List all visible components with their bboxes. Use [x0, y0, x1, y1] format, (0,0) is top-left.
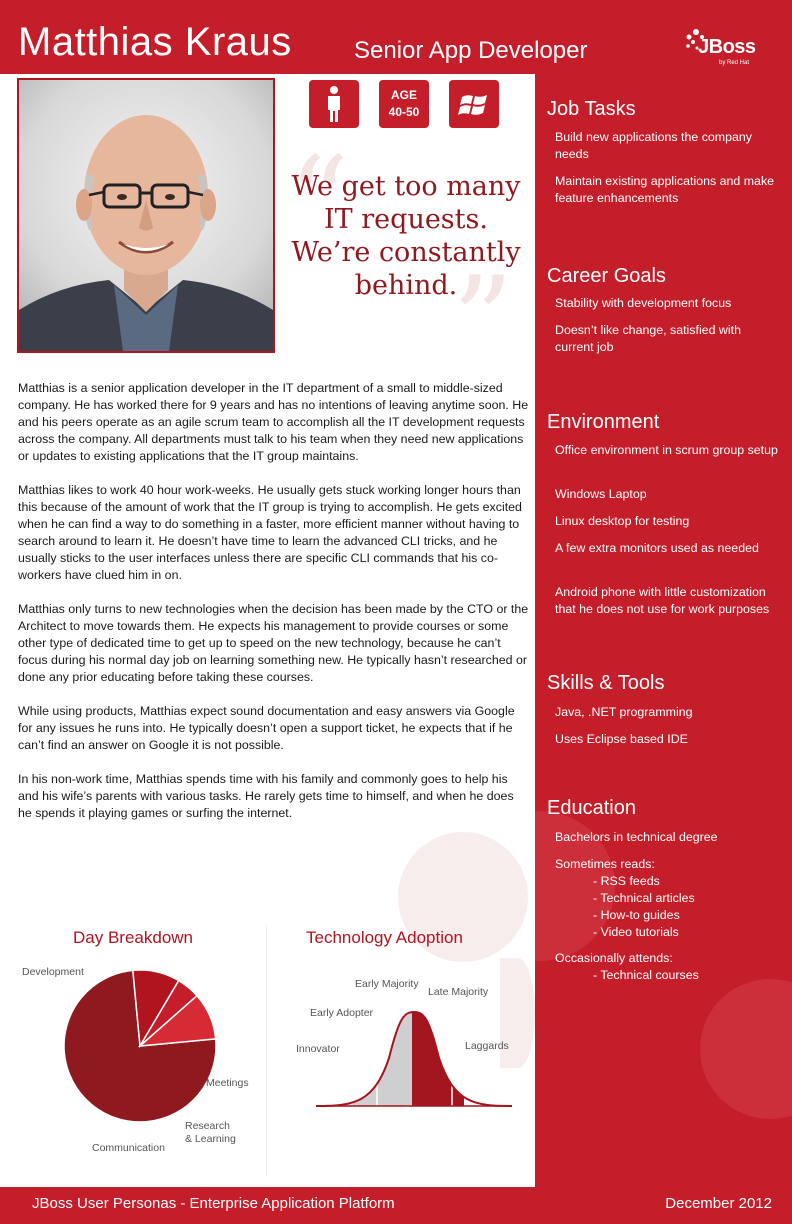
sidebar-decoration — [535, 74, 792, 1187]
adoption-label-innovator: Innovator — [296, 1043, 340, 1055]
adoption-label-laggards: Laggards — [465, 1040, 509, 1052]
education-attends-label: Occasionally attends: — [555, 951, 673, 965]
pie-label-communication: Communication — [92, 1142, 165, 1154]
gender-tile — [309, 80, 359, 128]
chart-divider — [266, 926, 267, 1176]
logo-subtext: by Red Hat — [719, 60, 750, 66]
environment-item: A few extra monitors used as needed — [555, 541, 759, 555]
quote-line: We get too many — [291, 171, 521, 202]
page-header — [0, 0, 792, 74]
persona-photo — [17, 78, 275, 353]
bio-paragraph: While using products, Matthias expect sound documentation and easy answers via Google for any issues he runs into. He typically doesn’t open a support ticket, he expects that if he can’t find an answer on Google it is not possible. — [18, 704, 515, 752]
tech-adoption-title: Technology Adoption — [306, 928, 463, 947]
reading-item: - How-to guides — [593, 908, 680, 922]
jboss-logo — [684, 28, 774, 70]
quote-line: IT requests. — [324, 204, 488, 235]
career-goal-item: Doesn’t like change, satisfied with current job — [555, 323, 741, 354]
age-value: 40-50 — [388, 105, 420, 119]
career-goals-title: Career Goals — [547, 265, 666, 287]
pie-label-research — [185, 1120, 236, 1146]
job-tasks-title: Job Tasks — [547, 98, 636, 120]
career-goal-item: Stability with development focus — [555, 296, 732, 310]
bio-paragraph: Matthias only turns to new technologies when the decision has been made by the CTO or the Architect to move towards them. He expects his management to provide courses or some other type of dedicated time to get up to speed on the new technology, because he can’t focus during his normal day job on learning something new. He typically hasn’t researched or done any prior educating before taking these courses. — [18, 602, 529, 684]
pie-label-research-line1: Research — [185, 1120, 230, 1132]
footer-title: JBoss User Personas - Enterprise Application Platform — [32, 1195, 395, 1212]
persona-bio — [18, 380, 530, 839]
os-tile — [449, 80, 499, 128]
footer-date: December 2012 — [665, 1195, 772, 1212]
education-title: Education — [547, 797, 636, 819]
job-task-item: Build new applications the company needs — [555, 130, 752, 161]
adoption-label-late-majority: Late Majority — [428, 986, 489, 998]
job-task-item: Maintain existing applications and make feature enhancements — [555, 174, 775, 205]
persona-quote — [282, 170, 530, 302]
skill-item: Uses Eclipse based IDE — [555, 732, 688, 746]
logo-text: JBoss — [698, 36, 756, 58]
environment-item: Android phone with little customization that he does not use for work purposes — [555, 585, 770, 616]
skills-title: Skills & Tools — [547, 672, 665, 694]
day-breakdown-pie — [60, 966, 220, 1126]
attends-item: - Technical courses — [593, 968, 699, 982]
open-quote-mark: “ — [288, 132, 350, 271]
adoption-label-early-adopter: Early Adopter — [310, 1007, 374, 1019]
pie-label-research-line2: & Learning — [185, 1133, 236, 1145]
day-breakdown-title: Day Breakdown — [73, 928, 194, 947]
skill-item: Java, .NET programming — [555, 705, 693, 719]
environment-item: Windows Laptop — [555, 487, 647, 501]
adoption-label-early-majority: Early Majority — [355, 978, 419, 990]
reading-item: - Video tutorials — [593, 925, 679, 939]
bio-paragraph: Matthias is a senior application developer in the IT department of a small to middle-sized company. He has worked there for 9 years and has no intentions of leaving anytime soon. He and his peers operate as an agile scrum team to accomplish all the IT development requests across the company. All departments must talk to his team when they need new applications or updates to existing applications that the IT group maintains. — [18, 381, 529, 463]
reading-item: - RSS feeds — [593, 874, 660, 888]
environment-item: Linux desktop for testing — [555, 514, 690, 528]
persona-role: Senior App Developer — [354, 37, 588, 64]
age-label: AGE — [390, 88, 417, 102]
persona-name: Matthias Kraus — [18, 20, 292, 64]
environment-item: Office environment in scrum group setup — [555, 443, 778, 457]
adoption-laggards-segment — [464, 1008, 514, 1108]
windows-logo-icon — [449, 80, 499, 128]
adoption-early-segment — [314, 1008, 412, 1108]
environment-title: Environment — [547, 411, 660, 433]
pie-label-meetings: Meetings — [206, 1077, 249, 1089]
close-quote-mark: ” — [452, 252, 514, 391]
bio-paragraph: In his non-work time, Matthias spends time with his family and commonly goes to help his and his wife’s parents with various tasks. He rarely gets time to himself, and when he does he spends it playing games or surfing the internet. — [18, 772, 514, 820]
reading-item: - Technical articles — [593, 891, 695, 905]
adoption-bell-curve — [314, 1008, 514, 1108]
male-person-icon — [309, 80, 359, 128]
age-tile — [379, 80, 429, 128]
education-item: Sometimes reads: — [555, 857, 655, 871]
persona-sidebar — [535, 74, 792, 1187]
education-item: Bachelors in technical degree — [555, 830, 718, 844]
bio-paragraph: Matthias likes to work 40 hour work-weeks. He usually gets stuck working longer hours than this because of the amount of work that the IT group is trying to accomplish. He gets excited when he can find a way to do something in a faster, more efficient manner without having to search around to learn it. He doesn’t have time to learn the advanced CLI tricks, and he usually sticks to the user interfaces unless there are specific CLI commands that his co-workers have clued him in on. — [18, 483, 522, 582]
quote-line: behind. — [354, 270, 458, 301]
page-footer — [0, 1187, 792, 1224]
pie-label-development: Development — [22, 966, 84, 978]
quote-line: We’re constantly — [291, 237, 521, 268]
